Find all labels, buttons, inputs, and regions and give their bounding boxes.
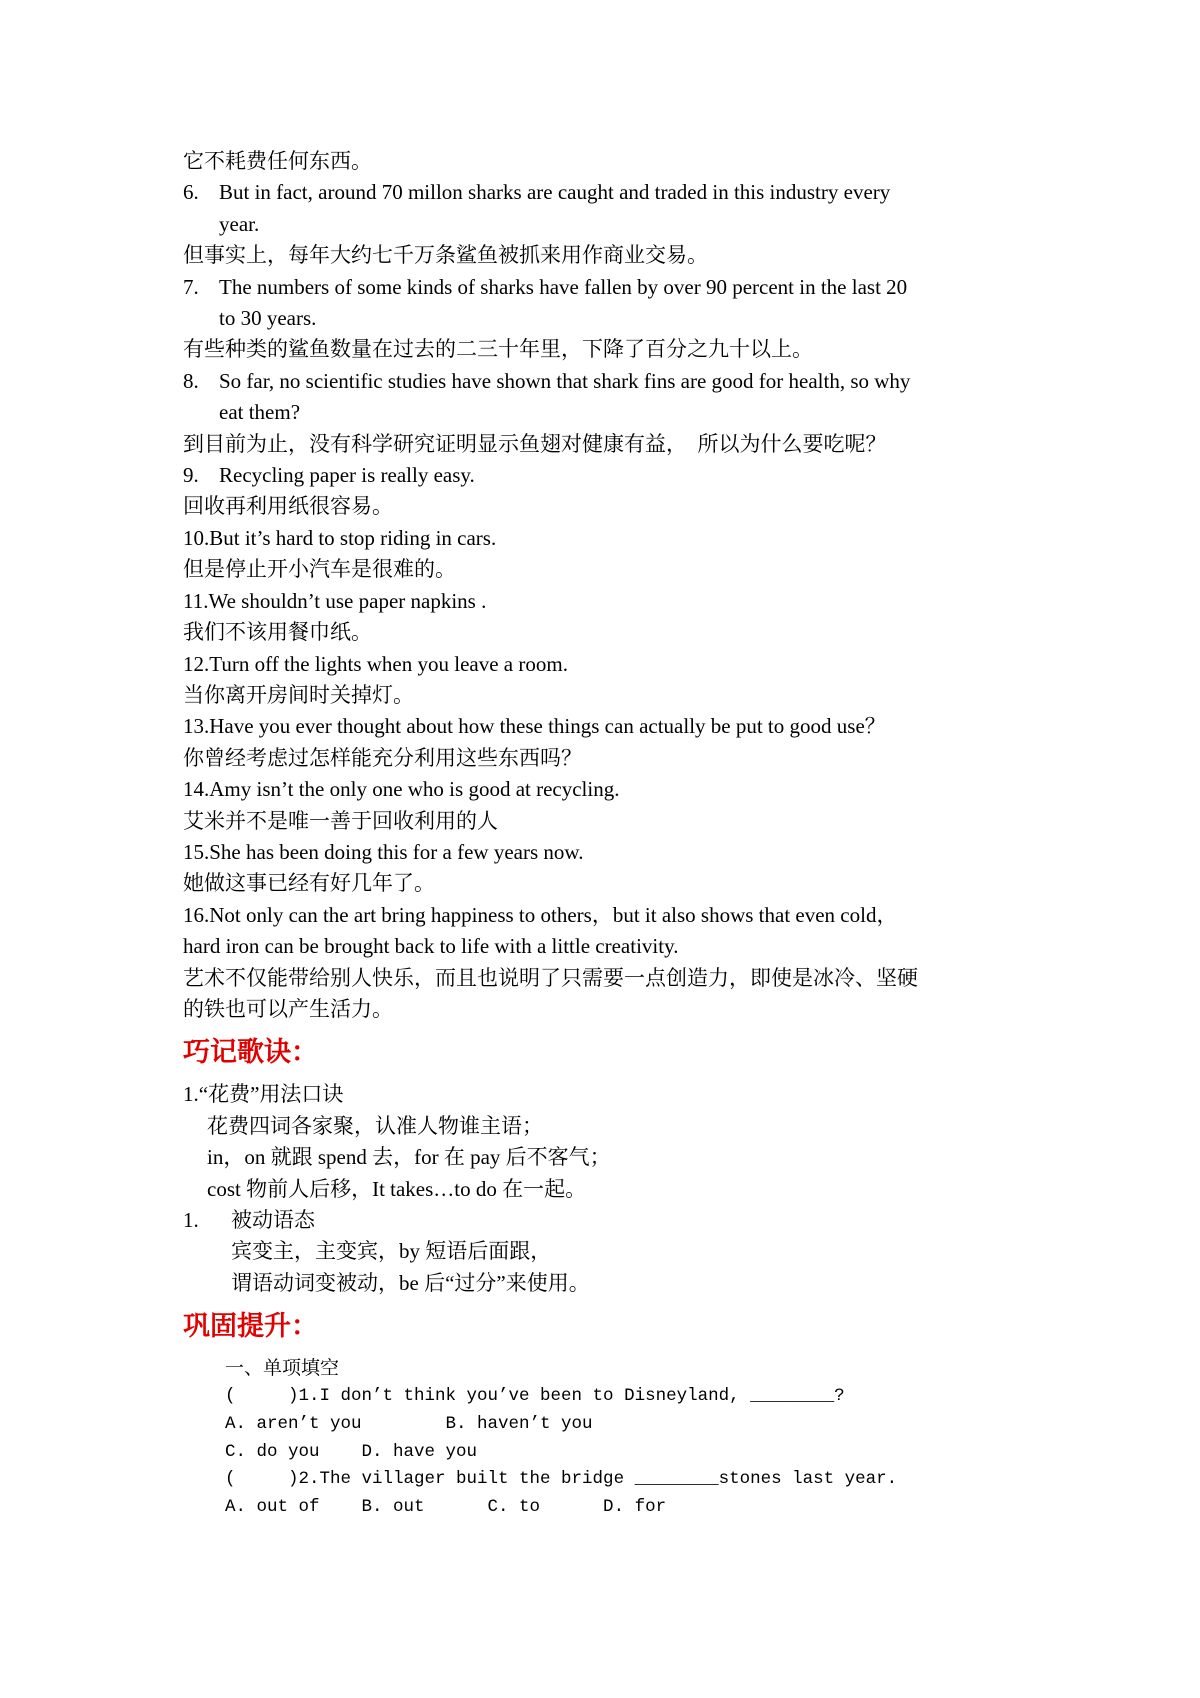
sentence-num: 6.	[183, 180, 199, 205]
sentence-cn: 艾米并不是唯一善于回收利用的人	[183, 808, 498, 833]
sentence-9	[183, 460, 1028, 523]
sentence-en: 11.We shouldn’t use paper napkins .	[183, 588, 487, 613]
sentence-cn: 当你离开房间时关掉灯。	[183, 682, 414, 707]
sentence-13	[183, 711, 1028, 774]
mnemonic-line: 花费四词各家聚，认准人物谁主语；	[207, 1113, 543, 1138]
intro-cn: 它不耗费任何东西。	[183, 149, 372, 173]
sentence-cn: 到目前为止，没有科学研究证明显示鱼翅对健康有益， 所以为什么要吃呢？	[183, 431, 887, 456]
sentence-14	[183, 774, 1028, 837]
sentence-8	[183, 366, 1028, 460]
sentence-11	[183, 586, 1028, 649]
mnemonic-num: 1.	[183, 1208, 199, 1232]
section-title-mnemonic: 巧记歌诀：	[183, 1037, 318, 1069]
mnemonic-1	[183, 1079, 1028, 1205]
sentence-en-cont: hard iron can be brought back to life with a little creativity.	[183, 934, 679, 959]
sentence-15	[183, 837, 1028, 900]
sentence-cn: 我们不该用餐巾纸。	[183, 620, 372, 645]
mnemonic-title: 1.“花费”用法口诀	[183, 1082, 344, 1107]
sentence-en: 13.Have you ever thought about how these things can actually be put to good use？	[183, 714, 886, 739]
sentence-en-cont: year.	[219, 211, 260, 236]
sentence-cn: 回收再利用纸很容易。	[183, 494, 393, 519]
mnemonic-line: 谓语动词变被动，be 后“过分”来使用。	[231, 1270, 590, 1295]
sentence-en-cont: to 30 years.	[219, 306, 317, 331]
sentence-12	[183, 649, 1028, 712]
sentence-en: 16.Not only can the art bring happiness to others，but it also shows that even cold，	[183, 902, 898, 927]
sentence-16	[183, 900, 1028, 1026]
mnemonic-2	[183, 1205, 1028, 1299]
sentence-en: But in fact, around 70 millon sharks are caught and traded in this industry every	[219, 180, 891, 205]
sentence-en-cont: eat them?	[219, 400, 301, 425]
sentence-cn: 但是停止开小汽车是很难的。	[183, 557, 456, 582]
question-1-options-a-b: A. aren’t you B. haven’t you	[225, 1413, 593, 1434]
sentence-7	[183, 272, 1028, 366]
document-page	[183, 146, 1028, 1522]
sentence-cn: 艺术不仅能带给别人快乐，而且也说明了只需要一点创造力，即使是冰冷、坚硬	[183, 965, 918, 990]
sentence-en: 10.But it’s hard to stop riding in cars.	[183, 525, 497, 550]
sentence-num: 8.	[183, 368, 199, 393]
sentence-10	[183, 523, 1028, 586]
mnemonic-title: 被动语态	[231, 1208, 315, 1232]
sentence-en: So far, no scientific studies have shown that shark fins are good for health, so why	[219, 368, 911, 393]
question-1-options-c-d: C. do you D. have you	[225, 1441, 478, 1462]
mnemonic-line: cost 物前人后移，It takes…to do 在一起。	[207, 1176, 587, 1201]
sentence-en: 14.Amy isn’t the only one who is good at recycling.	[183, 777, 620, 802]
sentence-en: Recycling paper is really easy.	[219, 463, 475, 488]
sentence-cn: 她做这事已经有好几年了。	[183, 871, 435, 896]
sentence-cn-cont: 的铁也可以产生活力。	[183, 996, 393, 1021]
exercise-heading: 一、单项填空	[225, 1358, 340, 1380]
question-2: ( )2.The villager built the bridge ________stones last year.	[225, 1469, 898, 1490]
exercise-block	[183, 1355, 1028, 1522]
sentence-cn: 有些种类的鲨鱼数量在过去的二三十年里，下降了百分之九十以上。	[183, 337, 813, 362]
question-1: ( )1.I don’t think you’ve been to Disneyland, ________?	[225, 1386, 845, 1407]
mnemonic-line: in，on 就跟 spend 去，for 在 pay 后不客气；	[207, 1145, 611, 1170]
question-2-options: A. out of B. out C. to D. for	[225, 1497, 667, 1518]
sentence-num: 7.	[183, 274, 199, 299]
section-title-consolidate: 巩固提升：	[183, 1311, 318, 1343]
sentence-cn: 你曾经考虑过怎样能充分利用这些东西吗？	[183, 745, 582, 770]
sentence-en: 15.She has been doing this for a few years now.	[183, 839, 584, 864]
sentence-num: 9.	[183, 463, 199, 488]
mnemonic-line: 宾变主，主变宾，by 短语后面跟，	[231, 1239, 552, 1264]
sentence-6	[183, 177, 1028, 271]
sentence-en: The numbers of some kinds of sharks have fallen by over 90 percent in the last 20	[219, 274, 908, 299]
sentence-en: 12.Turn off the lights when you leave a room.	[183, 651, 568, 676]
sentence-cn: 但事实上，每年大约七千万条鲨鱼被抓来用作商业交易。	[183, 243, 708, 268]
